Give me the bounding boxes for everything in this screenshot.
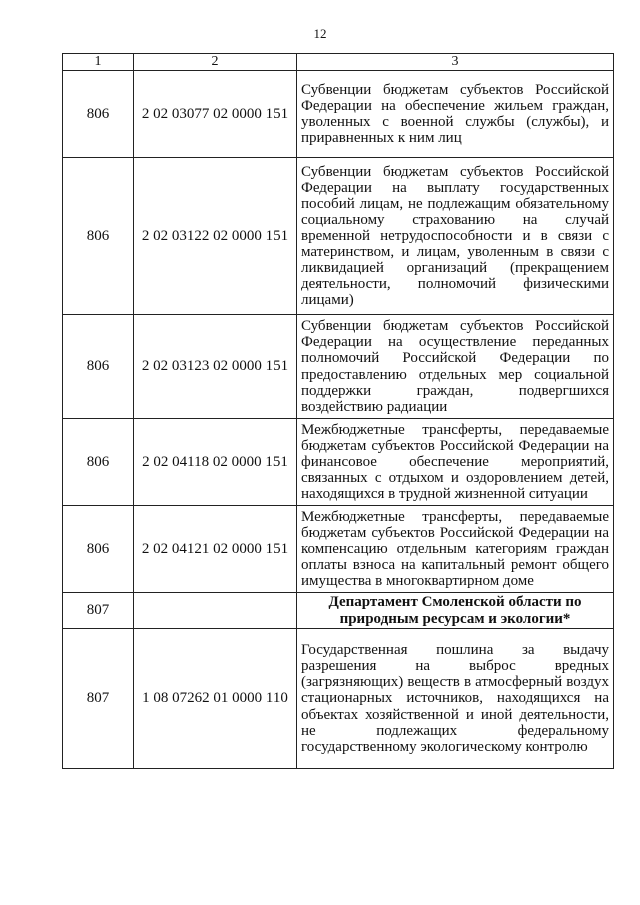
admin-code-cell: 806 xyxy=(63,315,134,419)
description-cell: Межбюджетные трансферты, передаваемые бюджетам субъектов Российской Федерации на компенсацию отдельным категориям граждан оплаты взноса на капитальный ремонт общего имущества в многоквартирном доме xyxy=(297,506,614,593)
budget-code-cell: 2 02 03122 02 0000 151 xyxy=(134,158,297,315)
header-col-1: 1 xyxy=(63,54,134,71)
table-row xyxy=(63,71,614,158)
table-row xyxy=(63,506,614,593)
description-cell: Государственная пошлина за выдачу разрешения на выброс вредных (загрязняющих) веществ в атмосферный воздух стационарных источников, находящихся на объектах хозяйственной и иной деятельности, не подлежащих федеральному государственному экологическому контролю xyxy=(297,629,614,769)
budget-code-cell xyxy=(134,593,297,629)
admin-code-cell: 806 xyxy=(63,419,134,506)
department-title-cell: Департамент Смоленской области по природным ресурсам и экологии* xyxy=(297,593,614,629)
header-col-3: 3 xyxy=(297,54,614,71)
budget-codes-table xyxy=(62,53,614,769)
budget-code-cell: 2 02 04121 02 0000 151 xyxy=(134,506,297,593)
table-row xyxy=(63,158,614,315)
table-row xyxy=(63,629,614,769)
admin-code-cell: 806 xyxy=(63,71,134,158)
budget-code-cell: 1 08 07262 01 0000 110 xyxy=(134,629,297,769)
admin-code-cell: 806 xyxy=(63,506,134,593)
budget-code-cell: 2 02 04118 02 0000 151 xyxy=(134,419,297,506)
admin-code-cell: 806 xyxy=(63,158,134,315)
admin-code-cell: 807 xyxy=(63,593,134,629)
description-cell: Субвенции бюджетам субъектов Российской Федерации на осуществление переданных полномочий Российской Федерации по предоставлению отдельных мер социальной поддержки граждан, подвергшихся воздействию радиации xyxy=(297,315,614,419)
budget-code-cell: 2 02 03077 02 0000 151 xyxy=(134,71,297,158)
admin-code-cell: 807 xyxy=(63,629,134,769)
table-row xyxy=(63,315,614,419)
header-col-2: 2 xyxy=(134,54,297,71)
budget-code-cell: 2 02 03123 02 0000 151 xyxy=(134,315,297,419)
page-number: 12 xyxy=(313,26,327,41)
table-header-row xyxy=(63,54,614,71)
table-row xyxy=(63,419,614,506)
description-cell: Межбюджетные трансферты, передаваемые бюджетам субъектов Российской Федерации на финансовое обеспечение мероприятий, связанных с отдыхом и оздоровлением детей, находящихся в трудной жизненной ситуации xyxy=(297,419,614,506)
department-row xyxy=(63,593,614,629)
description-cell: Субвенции бюджетам субъектов Российской Федерации на обеспечение жильем граждан, уволенных с военной службы (службы), и приравненных к ним лиц xyxy=(297,71,614,158)
description-cell: Субвенции бюджетам субъектов Российской Федерации на выплату государственных пособий лицам, не подлежащим обязательному социальному страхованию на случай временной нетрудоспособности и в связи с материнством, и лицам, уволенным в связи с ликвидацией организаций (прекращением деятельности, полномочий физическими лицами) xyxy=(297,158,614,315)
